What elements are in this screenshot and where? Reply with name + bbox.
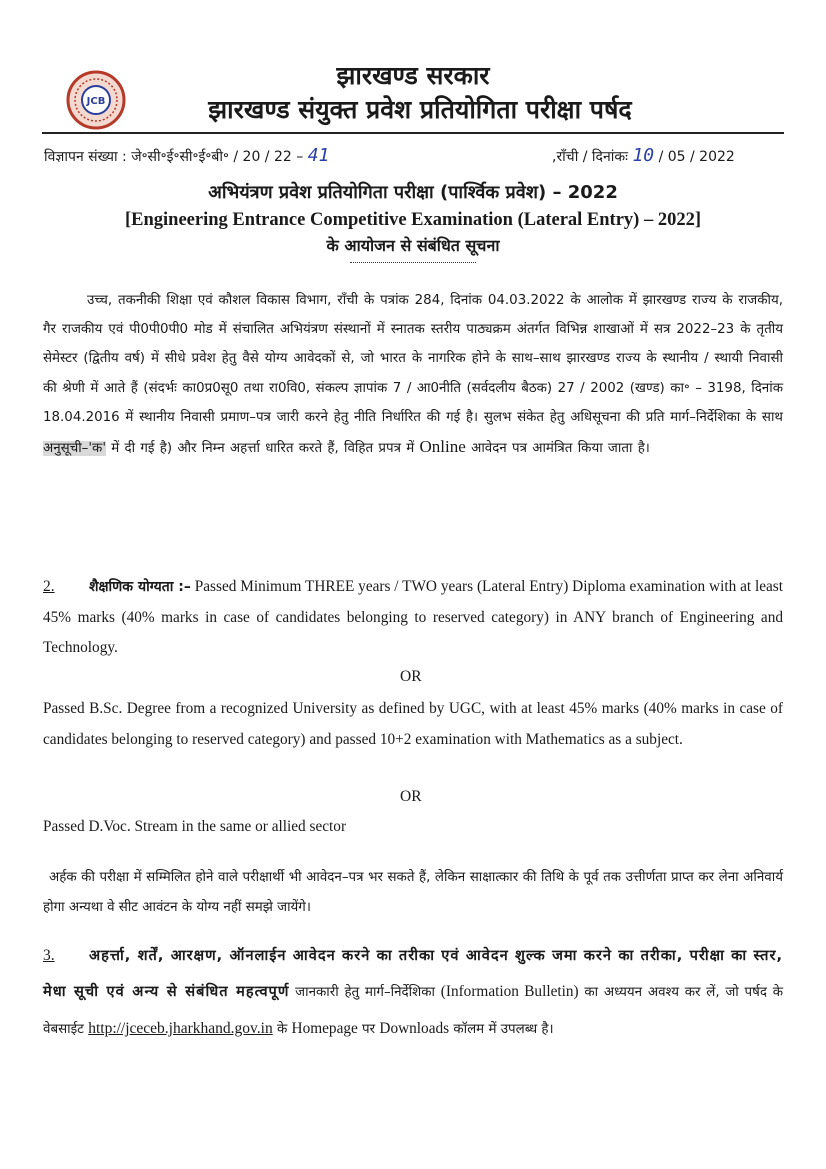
intro-text: उच्च, तकनीकी शिक्षा एवं कौशल विकास विभाग, राँची के पत्रांक 284, दिनांक 04.03.2022 के आलोक में झारखण्ड राज्य के राजकीय, गैर राजकीय एवं पी0पी0पी0 मोड में संचालित अभियंत्रण संस्थानों में स्नातक स्तरीय पाठ्यक्रम अंतर्गत विभिन्न शाखाओं में सत्र 2022–23 के तृतीय सेमेस्टर (द्वितीय वर्ष) में सीधे प्रवेश हेतु वैसे योग्य आवेदकों से, जो भारत के नागरिक होने के साथ–साथ झारखण्ड राज्य के स्थानीय / स्थायी निवासी की श्रेणी में आते हैं (संदर्भः का0प्र0सू0 तथा रा0वि0, संकल्प ज्ञापांक 7 / आ0नीति (सर्वदलीय बैठक) 27 / 2002 (खण्ड) का॰ – 3198, दिनांक 18.04.2016 में स्थानीय निवासी प्रमाण–पत्र जारी करने हेतु नीति निर्धारित की गई है। सुलभ संकेत हेतु अधिसूचना की प्रति मार्ग–निर्देशिका के साथ <box>43 293 783 425</box>
date-rest: / 05 / 2022 <box>654 149 735 165</box>
online-word: Online <box>419 437 466 457</box>
or-separator-1: OR <box>400 668 422 685</box>
dvoc-criteria: Passed D.Voc. Stream in the same or allied sector <box>43 818 347 835</box>
website-link[interactable]: http://jceceb.jharkhand.gov.in <box>88 1020 273 1037</box>
intro-text-c: आवेदन पत्र आमंत्रित किया जाता है। <box>465 441 650 457</box>
notice-date <box>552 145 735 166</box>
section-3-info <box>43 938 783 1048</box>
section-3-bold-text: अहर्त्ता, शर्तें, आरक्षण, ऑनलाईन आवेदन करने का तरीका एवं आवेदन शुल्क जमा करने का तरीका, परीक्षा का स्तर, मेधा सूची एवं अन्य से संबंधित महत्वपूर्ण <box>43 947 783 1000</box>
section-3-text-c: के <box>272 1022 292 1037</box>
section-3-text-d: पर <box>357 1022 380 1037</box>
section-2-heading: शैक्षणिक योग्यता :– <box>89 579 191 595</box>
adv-handwritten-number: 41 <box>307 145 330 166</box>
jceceb-logo <box>66 70 126 130</box>
dotted-divider <box>350 262 476 263</box>
header-rule <box>42 132 784 134</box>
section-3-text-b: का अध्ययन अवश्य कर लें, जो पर्षद के वेबसाईट <box>43 985 783 1037</box>
section-3-text-e: कॉलम में उपलब्ध है। <box>449 1022 554 1037</box>
section-3-number: 3. <box>43 947 55 964</box>
info-bulletin: (Information Bulletin) <box>440 983 579 1000</box>
schedule-ka-highlight: अनुसूची–'क' <box>43 441 107 457</box>
adv-label: विज्ञापन संख्या : जे॰सी॰ई॰सी॰ई॰बी॰ / 20 / 22 – <box>44 149 304 165</box>
advertisement-number <box>44 145 329 166</box>
title-subtitle: के आयोजन से संबंधित सूचना <box>326 236 500 255</box>
section-3-text: जानकारी हेतु मार्ग–निर्देशिका <box>289 985 441 1000</box>
or-separator-2: OR <box>400 788 422 805</box>
date-label: ,राँची / दिनांकः <box>552 149 628 165</box>
downloads-word: Downloads <box>379 1020 450 1037</box>
bsc-criteria: Passed B.Sc. Degree from a recognized University as defined by UGC, with at least 45% marks (40% marks in case of candidates belonging to reserved category) and passed 10+2 examination with Mathematics as a subject. <box>43 700 783 748</box>
govt-heading: झारखण्ड सरकार <box>336 61 490 90</box>
appearing-candidates-note: अर्हक की परीक्षा में सम्मिलित होने वाले परीक्षार्थी भी आवेदन–पत्र भर सकते हैं, लेकिन साक्षात्कार की तिथि के पूर्व तक उत्तीर्णता प्राप्त कर लेना अनिवार्य होगा अन्यथा वे सीट आवंटन के योग्य नहीं समझे जायेंगे। <box>43 870 783 915</box>
title-hindi: अभियंत्रण प्रवेश प्रतियोगिता परीक्षा (पार्श्विक प्रवेश) – 2022 <box>208 182 618 203</box>
homepage-word: Homepage <box>291 1020 358 1037</box>
section-2-number: 2. <box>43 578 55 595</box>
title-english: [Engineering Entrance Competitive Examination (Lateral Entry) – 2022] <box>124 210 701 230</box>
logo-text: JCB <box>86 96 106 107</box>
date-handwritten-day: 10 <box>632 145 655 166</box>
section-2-eligibility <box>43 572 783 664</box>
diploma-criteria: Passed Minimum THREE years / TWO years (Lateral Entry) Diploma examination with at least 45% marks (40% marks in case of candidates belonging to reserved category) in ANY branch of Engineering and Technology. <box>43 578 784 656</box>
intro-paragraph <box>43 286 783 463</box>
board-heading: झारखण्ड संयुक्त प्रवेश प्रतियोगिता परीक्षा पर्षद <box>208 95 632 124</box>
intro-text-b: में दी गई है) और निम्न अहर्त्ता धारित करते हैं, विहित प्रपत्र में <box>106 441 420 457</box>
